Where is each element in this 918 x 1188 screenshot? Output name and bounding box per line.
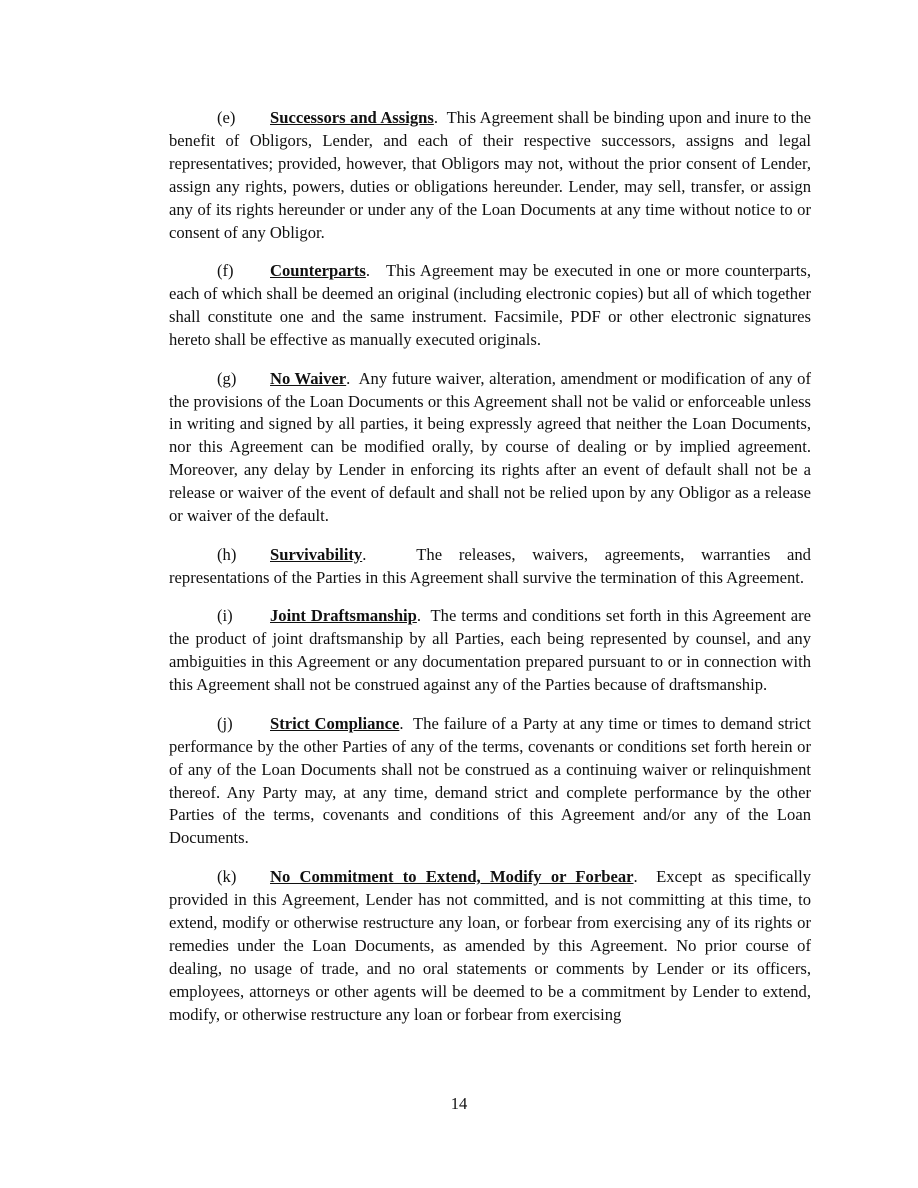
section-body: Except as specifically provided in this Agreement, Lender has not committed, and is not committing at this time, to extend, modify or otherwise restructure any loan, or forbear from exercising any of its rights or remedies under the Loan Documents, as amended by this Agreement. No prior course of dealing, no usage of trade, and no oral statements or comments by Lender or its officers, employees, attorneys or other agents will be deemed to be a commitment by Lender to extend, modify, or otherwise restructure any loan or forbear from exercising [169,867,812,1024]
section-heading: Counterparts [270,261,366,281]
section-period: . [365,261,371,281]
section-heading: Joint Draftsmanship [270,606,417,626]
section-period: . [399,713,404,733]
section-heading: No Commitment to Extend, Modify or Forbear [270,867,634,887]
section-body: Any future waiver, alteration, amendment or modification of any of the provisions of the Loan Documents or this Agreement shall not be valid or enforceable unless in writing and signed by all parties, it being expressly agreed that neither the Loan Documents, nor this Agreement can be modified orally, by course of dealing or by implied agreement. Moreover, any delay by Lender in enforcing its rights after an event of default shall not be a release or waiver of the event of default and shall not be relied upon by any Obligor as a release or waiver of the default. [169,368,811,526]
section-e [169,107,811,244]
section-j [169,713,811,850]
section-spacer [638,867,657,886]
section-letter: (e) [217,108,236,127]
section-heading: Successors and Assigns [270,108,434,127]
section-letter: (k) [217,867,237,887]
section-h [169,544,811,590]
section-g [169,368,811,528]
section-period: . [362,544,367,564]
section-spacer [370,261,386,280]
section-body: The failure of a Party at any time or times to demand strict performance by the other Parties of any of the terms, covenants or conditions set forth herein or of any of the Loan Documents shall not be construed as a continuing waiver or relinquishment thereof. Any Party may, at any time, demand strict and complete performance by the other Parties of the terms, covenants and conditions of this Agreement and/or any of the Loan Documents. [169,713,811,848]
section-body: This Agreement may be executed in one or more counterparts, each of which shall be deemed an original (including electronic copies) but all of which together shall constitute one and the same instrument. Facsimile, PDF or other electronic signatures hereto shall be effective as manually executed originals. [169,261,811,349]
section-letter: (g) [217,368,237,388]
section-heading: No Waiver [270,368,347,388]
section-spacer [438,108,447,127]
section-k [169,866,811,1026]
section-period: . [416,606,422,626]
section-letter: (h) [217,544,237,564]
section-heading: Strict Compliance [270,713,400,733]
section-body: The releases, waivers, agreements, warranties and representations of the Parties in this Agreement shall survive the termination of this Agreement. [169,544,811,587]
section-spacer [421,606,431,625]
section-spacer [404,714,414,733]
section-spacer [366,545,416,564]
section-heading: Survivability [270,544,363,564]
section-period: . [346,368,351,388]
section-letter: (j) [217,713,233,733]
section-f [169,260,811,352]
section-letter: (i) [217,606,233,626]
section-letter: (f) [217,261,234,281]
section-body: The terms and conditions set forth in this Agreement are the product of joint draftsmanship by all Parties, each being represented by counsel, and any ambiguities in this Agreement or any documentation prepared pursuant to or in connection with this Agreement shall not be construed against any of the Parties because of draftsmanship. [169,606,811,695]
section-i [169,605,811,697]
section-spacer [350,369,358,388]
document-page [169,107,811,1042]
section-period: . [433,108,438,127]
section-period: . [633,867,638,887]
section-body: This Agreement shall be binding upon and inure to the benefit of Obligors, Lender, and each of their respective successors, assigns and legal representatives; provided, however, that Obligors may not, without the prior consent of Lender, assign any rights, powers, duties or obligations hereunder. Lender, may sell, transfer, or assign any of its rights hereunder or under any of the Loan Documents at any time without notice to or consent of any Obligor. [169,108,811,242]
page-number: 14 [450,1094,468,1113]
